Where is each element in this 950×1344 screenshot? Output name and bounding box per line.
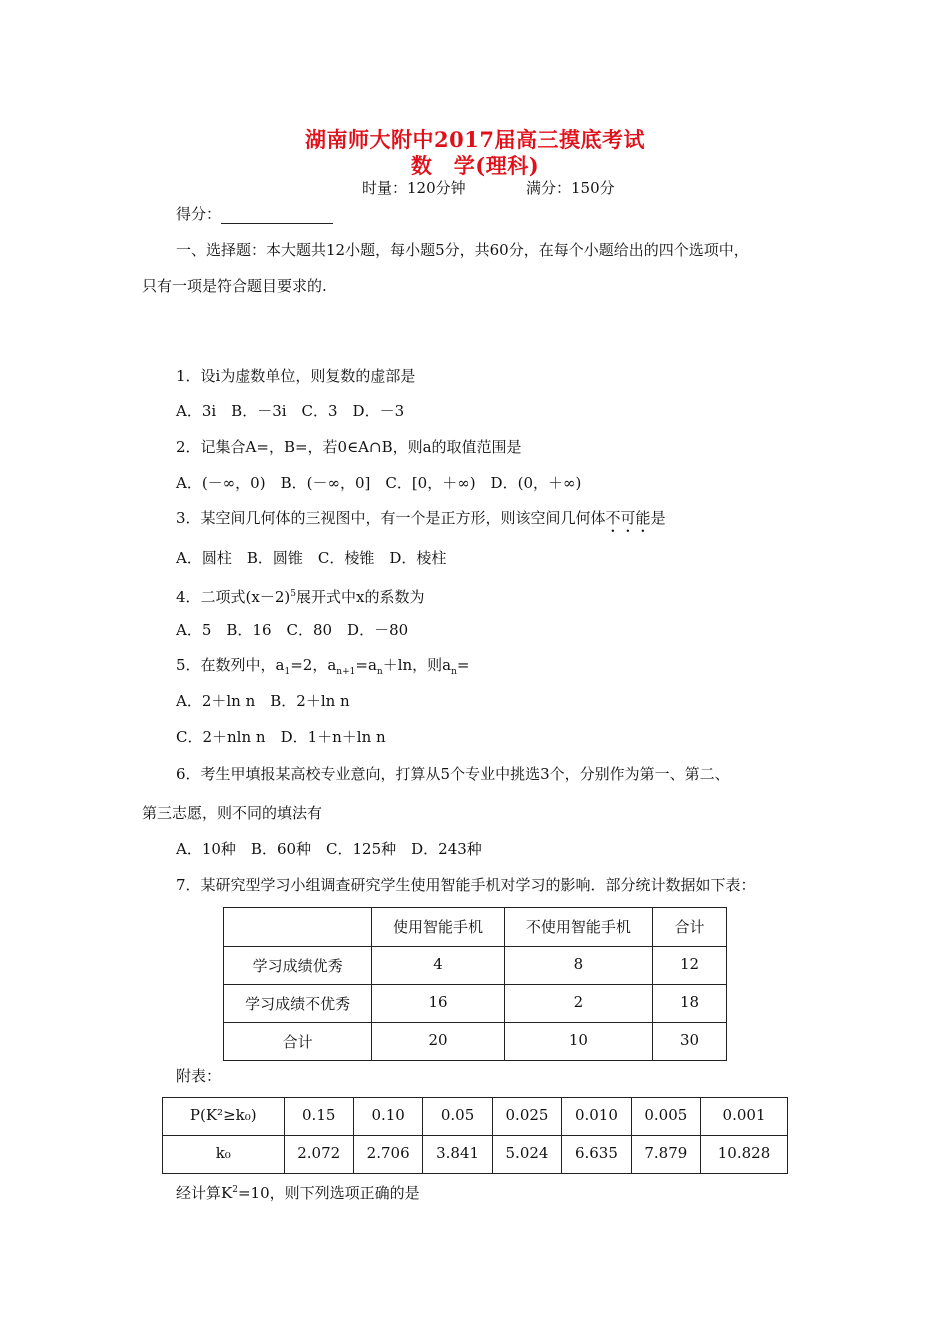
question-4-options: A．5 B．16 C．80 D．－80 bbox=[176, 621, 409, 639]
table-cell: 合计 bbox=[224, 1023, 372, 1061]
exam-title: 湖南师大附中2017届高三摸底考试 bbox=[305, 127, 645, 152]
score-blank bbox=[221, 209, 333, 224]
table-cell: 0.001 bbox=[701, 1098, 788, 1136]
table-cell: 学习成绩不优秀 bbox=[224, 985, 372, 1023]
question-5-options-2: C．2＋nln n D．1＋n＋ln n bbox=[176, 728, 386, 746]
table-cell: 2.072 bbox=[284, 1136, 353, 1174]
question-5-options-1: A．2＋ln n B．2＋ln n bbox=[176, 692, 350, 710]
question-4 bbox=[176, 584, 424, 607]
score-field bbox=[176, 204, 333, 224]
table-cell: 2 bbox=[504, 985, 652, 1023]
question-3-emphasis: 不可能 bbox=[605, 509, 651, 527]
table-cell: 合计 bbox=[653, 908, 727, 947]
question-5-text-c: =a bbox=[355, 656, 377, 674]
table-cell: 使用智能手机 bbox=[372, 908, 505, 947]
section-intro-line2: 只有一项是符合题目要求的. bbox=[142, 277, 327, 295]
question-6-options: A．10种 B．60种 C．125种 D．243种 bbox=[176, 840, 482, 858]
table-cell bbox=[224, 908, 372, 947]
question-2-options: A．(－∞，0) B．(－∞，0] C．[0，＋∞) D．(0，＋∞) bbox=[176, 474, 582, 492]
table-cell: 0.15 bbox=[284, 1098, 353, 1136]
question-5-text-d: ＋ln，则a bbox=[382, 656, 452, 674]
table-cell: 0.005 bbox=[631, 1098, 700, 1136]
table-row bbox=[224, 947, 727, 985]
k2-text-b: =10，则下列选项正确的是 bbox=[237, 1184, 420, 1202]
question-2: 2．记集合A=，B=，若0∈A∩B，则a的取值范围是 bbox=[176, 438, 522, 456]
question-5-text-b: =2，a bbox=[290, 656, 337, 674]
table-cell: 30 bbox=[653, 1023, 727, 1061]
table-cell: 5.024 bbox=[492, 1136, 561, 1174]
table-cell: 学习成绩优秀 bbox=[224, 947, 372, 985]
table-cell: 0.10 bbox=[353, 1098, 422, 1136]
table-cell: 不使用智能手机 bbox=[504, 908, 652, 947]
table-cell: 7.879 bbox=[631, 1136, 700, 1174]
question-6-line1: 6．考生甲填报某高校专业意向，打算从5个专业中挑选3个，分别作为第一、第二、 bbox=[176, 765, 730, 783]
question-5 bbox=[176, 655, 469, 682]
question-7: 7．某研究型学习小组调查研究学生使用智能手机对学习的影响．部分统计数据如下表： bbox=[176, 876, 756, 894]
table-row bbox=[163, 1136, 788, 1174]
question-5-sub-3: n bbox=[376, 667, 383, 677]
survey-table-header bbox=[224, 908, 727, 947]
exam-subject: 数 学(理科) bbox=[410, 153, 540, 178]
table-cell: 16 bbox=[372, 985, 505, 1023]
critical-value-table bbox=[162, 1097, 788, 1174]
question-5-text-a: 5．在数列中，a bbox=[176, 656, 285, 674]
table-row bbox=[163, 1098, 788, 1136]
table-cell: 3.841 bbox=[423, 1136, 492, 1174]
question-1-options: A．3i B．－3i C．3 D．－3 bbox=[176, 402, 405, 420]
table-cell: k₀ bbox=[163, 1136, 285, 1174]
table-cell: 12 bbox=[653, 947, 727, 985]
section-intro-line1: 一、选择题：本大题共12小题，每小题5分，共60分，在每个小题给出的四个选项中， bbox=[176, 241, 749, 259]
question-3 bbox=[176, 508, 666, 536]
table-cell: 6.635 bbox=[562, 1136, 631, 1174]
question-6-line2: 第三志愿，则不同的填法有 bbox=[142, 804, 323, 822]
table-cell: 10 bbox=[504, 1023, 652, 1061]
table-cell: 0.010 bbox=[562, 1098, 631, 1136]
survey-table bbox=[223, 907, 727, 1061]
question-5-sub-1: 1 bbox=[284, 667, 291, 677]
table-cell: 0.05 bbox=[423, 1098, 492, 1136]
k2-computation-line bbox=[176, 1180, 420, 1203]
table-cell: 20 bbox=[372, 1023, 505, 1061]
table-cell: 18 bbox=[653, 985, 727, 1023]
question-1: 1．设i为虚数单位，则复数的虚部是 bbox=[176, 367, 416, 385]
question-4-exponent: 5 bbox=[290, 589, 296, 599]
question-4-text-b: 展开式中x的系数为 bbox=[296, 588, 425, 606]
question-5-sub-4: n bbox=[451, 667, 457, 677]
table-cell: 2.706 bbox=[353, 1136, 422, 1174]
table-cell: 8 bbox=[504, 947, 652, 985]
score-label: 得分： bbox=[176, 205, 222, 223]
question-3-text-a: 3．某空间几何体的三视图中，有一个是正方形，则该空间几何体 bbox=[176, 509, 606, 527]
table-cell: 10.828 bbox=[701, 1136, 788, 1174]
exam-time: 时量：120分钟 bbox=[362, 179, 466, 197]
question-5-text-e: = bbox=[456, 656, 470, 674]
question-5-sub-2: n+1 bbox=[336, 667, 356, 677]
k2-exponent: 2 bbox=[232, 1185, 238, 1195]
table-row bbox=[224, 985, 727, 1023]
question-3-text-c: 是 bbox=[650, 509, 666, 527]
table-cell: 0.025 bbox=[492, 1098, 561, 1136]
k2-text-a: 经计算K bbox=[176, 1184, 233, 1202]
table-cell: P(K²≥k₀) bbox=[163, 1098, 285, 1136]
question-4-text-a: 4．二项式(x－2) bbox=[176, 588, 291, 606]
table-cell: 4 bbox=[372, 947, 505, 985]
question-3-options: A．圆柱 B．圆锥 C．棱锥 D．棱柱 bbox=[176, 549, 447, 567]
table-row bbox=[224, 1023, 727, 1061]
appendix-label: 附表： bbox=[176, 1067, 222, 1085]
exam-full-score: 满分：150分 bbox=[526, 179, 615, 197]
